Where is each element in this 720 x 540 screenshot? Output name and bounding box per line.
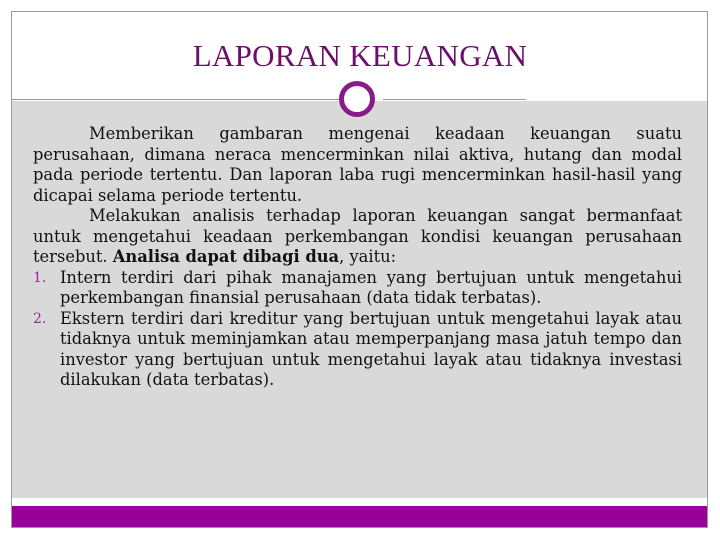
body-text [33, 124, 682, 391]
paragraph-2 [33, 206, 682, 268]
list-item-text: Ekstern terdiri dari kreditur yang bertujuan untuk mengetahui layak atau tidaknya untuk meminjamkan atau memperpanjang masa jatuh tempo dan investor yang bertujuan untuk mengetahui layak atau tidaknya investasi dilakukan (data terbatas). [60, 308, 682, 389]
list-item [33, 309, 682, 391]
title-divider-right [383, 99, 526, 100]
list-number: 2. [33, 310, 47, 327]
ring-ornament-icon [339, 81, 375, 117]
title-divider-left [11, 99, 339, 100]
slide-title: LAPORAN KEUANGAN [192, 38, 528, 73]
paragraph-1: Memberikan gambaran mengenai keadaan keuangan suatu perusahaan, dimana neraca mencerminkan nilai aktiva, hutang dan modal pada periode tertentu. Dan laporan laba rugi mencerminkan hasil-hasil yang dicapai selama periode tertentu. [33, 124, 682, 205]
paragraph-2-end: , yaitu: [339, 247, 397, 266]
bottom-accent-bar [12, 506, 707, 527]
paragraph-2-bold: Analisa dapat dibagi dua [112, 247, 340, 266]
list-item [33, 268, 682, 309]
paragraph-2-text: Melakukan analisis terhadap laporan keuangan sangat bermanfaat untuk mengetahui keadaan perkembangan kondisi keuangan perusahaan tersebut. [33, 206, 682, 266]
list-item-text: Intern terdiri dari pihak manajamen yang bertujuan untuk mengetahui perkembangan finansial perusahaan (data tidak terbatas). [60, 267, 682, 307]
analysis-list [33, 268, 682, 391]
list-number: 1. [33, 269, 47, 286]
